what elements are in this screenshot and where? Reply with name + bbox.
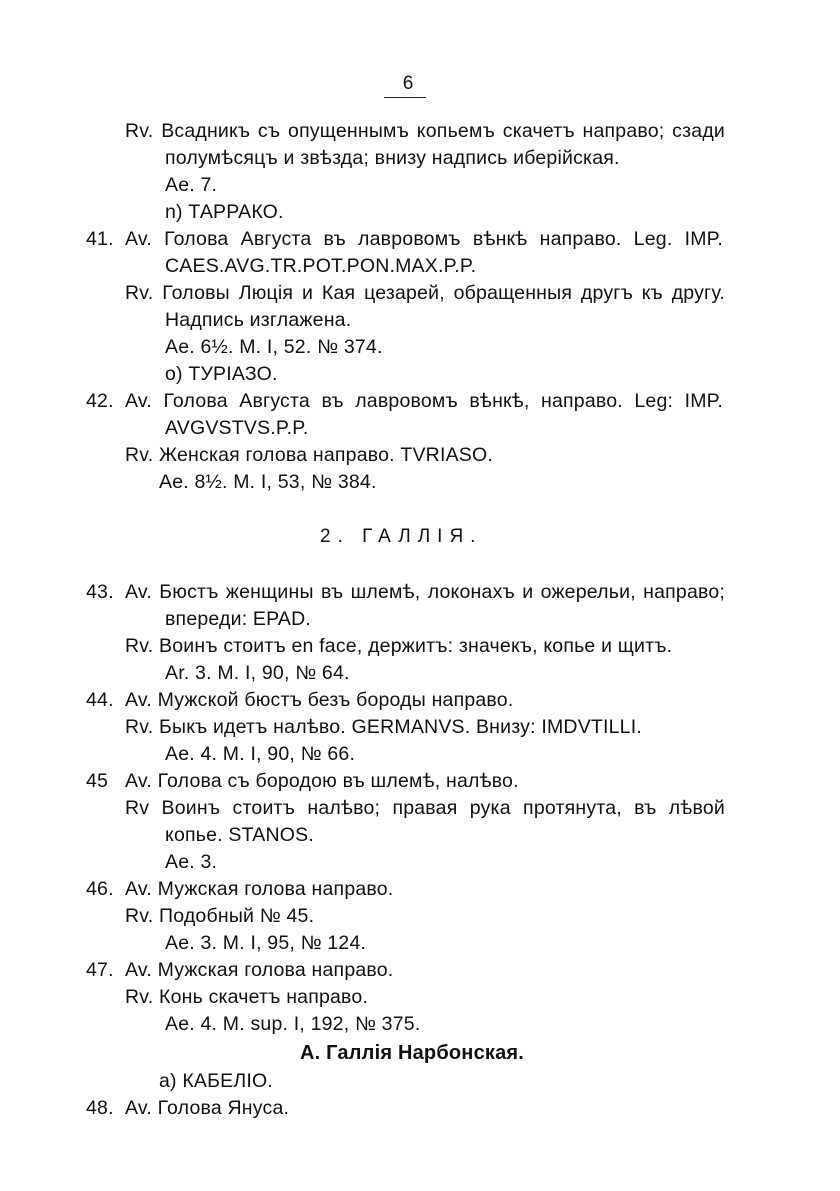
line-text: копье. STANOS. bbox=[165, 824, 314, 846]
line-text: Ae. 3. bbox=[165, 851, 218, 873]
line-text: Rv. Всадникъ съ опущеннымъ копьемъ скачетъ направо; сзади bbox=[125, 120, 725, 142]
line-text: o) ТУРІАЗО. bbox=[165, 363, 278, 385]
line-text: n) ТАРРАКО. bbox=[165, 201, 284, 223]
line-text: Ae. 8½. M. I, 53, № 384. bbox=[159, 471, 377, 493]
line-text: Av. Голова Августа въ лавровомъ вѣнкѣ направо. Leg. IMP. bbox=[125, 228, 723, 250]
section-heading: 2. ГАЛЛІЯ. bbox=[320, 526, 483, 547]
line-text: впереди: EPAD. bbox=[165, 608, 312, 630]
line-text: Ae. 6½. M. I, 52. № 374. bbox=[165, 336, 383, 358]
entry-number: 46. bbox=[86, 878, 114, 900]
entry-number: 44. bbox=[86, 689, 114, 711]
line-text: Ae. 4. M. sup. I, 192, № 375. bbox=[165, 1013, 421, 1035]
page-number-rule bbox=[384, 97, 426, 98]
line-text: Av. Бюстъ женщины въ шлемѣ, локонахъ и ожерельи, направо; bbox=[125, 581, 725, 603]
line-text: Av. Голова Януса. bbox=[125, 1097, 290, 1119]
line-text: Rv. Воинъ стоитъ en face, держитъ: значекъ, копье и щитъ. bbox=[125, 635, 673, 657]
entry-number: 48. bbox=[86, 1097, 114, 1119]
line-text: Av. Голова Августа въ лавровомъ вѣнкѣ, направо. Leg: IMP. bbox=[125, 390, 723, 412]
line-text: Rv. Головы Люція и Кая цезарей, обращенныя другъ къ другу. bbox=[125, 282, 725, 304]
entry-number: 43. bbox=[86, 581, 114, 603]
entry-number: 42. bbox=[86, 390, 114, 412]
line-text: Надпись изглажена. bbox=[165, 309, 352, 331]
line-text: Ae. 7. bbox=[165, 174, 218, 196]
line-text: AVGVSTVS.P.P. bbox=[165, 417, 309, 439]
line-text: Av. Голова съ бородою въ шлемѣ, налѣво. bbox=[125, 770, 519, 792]
entry-number: 47. bbox=[86, 959, 114, 981]
line-text: Av. Мужская голова направо. bbox=[125, 878, 394, 900]
line-text: Rv. Подобный № 45. bbox=[125, 905, 315, 927]
line-text: Ar. 3. M. I, 90, № 64. bbox=[165, 662, 350, 684]
entry-number: 41. bbox=[86, 228, 114, 250]
line-text: Av. Мужская голова направо. bbox=[125, 959, 394, 981]
line-text: Rv. Быкъ идетъ налѣво. GERMANVS. Внизу: IMDVTILLI. bbox=[125, 716, 642, 738]
line-text: Ae. 3. M. I, 95, № 124. bbox=[165, 932, 367, 954]
subsection-heading: A. Галлія Нарбонская. bbox=[300, 1042, 525, 1064]
line-text: Ae. 4. M. I, 90, № 66. bbox=[165, 743, 356, 765]
entry-number: 45 bbox=[86, 770, 109, 792]
line-text: Av. Мужской бюстъ безъ бороды направо. bbox=[125, 689, 514, 711]
line-text: CAES.AVG.TR.POT.PON.MAX.P.P. bbox=[165, 255, 477, 277]
page-number: 6 bbox=[402, 73, 414, 94]
line-text: a) КАБЕЛІО. bbox=[159, 1070, 273, 1092]
line-text: полумѣсяцъ и звѣзда; внизу надпись иберійская. bbox=[165, 147, 620, 169]
line-text: Rv. Женская голова направо. TVRIASO. bbox=[125, 444, 493, 466]
line-text: Rv. Конь скачетъ направо. bbox=[125, 986, 369, 1008]
line-text: Rv Воинъ стоитъ налѣво; правая рука протянута, въ лѣвой bbox=[125, 797, 725, 819]
